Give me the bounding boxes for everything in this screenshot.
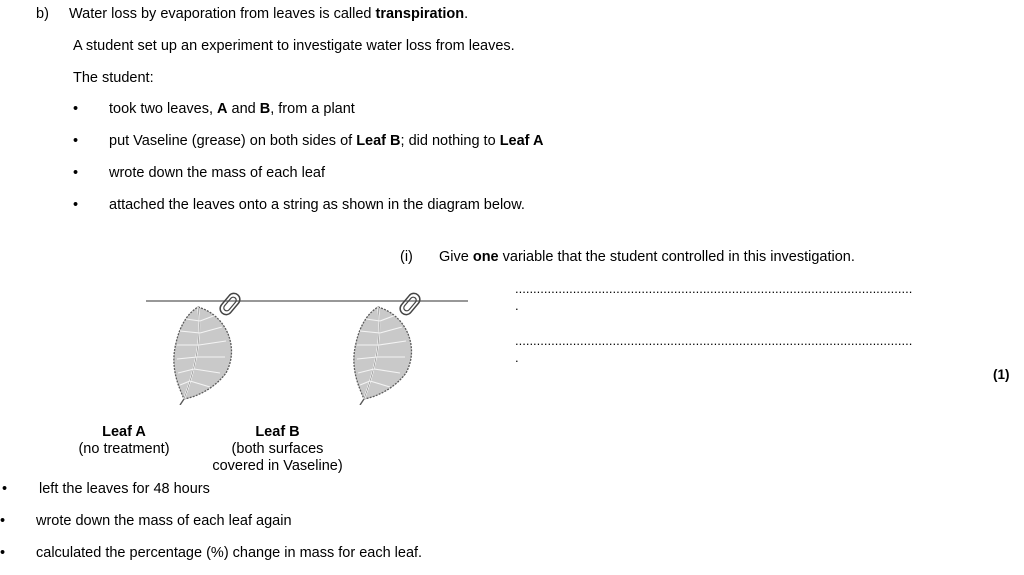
leaf-a-name: Leaf A bbox=[102, 424, 146, 440]
step-item: attached the leaves onto a string as shown in the diagram below. bbox=[109, 197, 525, 213]
part-label: b) bbox=[36, 6, 49, 22]
student-intro: The student: bbox=[73, 70, 154, 86]
subquestion-prompt: Give one variable that the student controlled in this investigation. bbox=[439, 249, 855, 265]
leaves-diagram bbox=[140, 285, 480, 405]
key-term: transpiration bbox=[375, 6, 465, 22]
leaf-b-drawing bbox=[354, 291, 422, 405]
leaf-a-caption bbox=[64, 424, 184, 458]
bullet-icon: • bbox=[73, 197, 79, 213]
leaf-b-caption bbox=[200, 424, 355, 475]
answer-line-1[interactable]: .............................................................................................................. bbox=[515, 281, 913, 296]
answer-line-2[interactable]: .............................................................................................................. bbox=[515, 333, 913, 348]
leaf-b-name: Leaf B bbox=[255, 424, 300, 440]
step-item: wrote down the mass of each leaf bbox=[109, 165, 326, 181]
bullet-icon: • bbox=[73, 101, 79, 117]
marks-label: (1) bbox=[993, 367, 1010, 382]
leaf-b-note-1: (both surfaces bbox=[231, 441, 324, 457]
answer-line-1-end: . bbox=[515, 298, 519, 313]
intro-text: Water loss by evaporation from leaves is called transpiration. bbox=[69, 6, 469, 22]
leaf-b-note-2: covered in Vaseline) bbox=[212, 458, 343, 474]
leaf-a-note: (no treatment) bbox=[78, 441, 170, 457]
step-item: took two leaves, A and B, from a plant bbox=[109, 101, 355, 117]
step-item: wrote down the mass of each leaf again bbox=[36, 513, 292, 529]
step-item: put Vaseline (grease) on both sides of Leaf B; did nothing to Leaf A bbox=[109, 133, 544, 149]
bullet-icon: • bbox=[73, 133, 79, 149]
step-item: left the leaves for 48 hours bbox=[39, 481, 210, 497]
step-item: calculated the percentage (%) change in mass for each leaf. bbox=[36, 545, 423, 561]
bullet-icon: • bbox=[0, 513, 6, 529]
leaf-a-drawing bbox=[174, 291, 242, 405]
subquestion-number: (i) bbox=[400, 249, 413, 265]
setup-text: A student set up an experiment to investigate water loss from leaves. bbox=[73, 38, 515, 54]
bullet-icon: • bbox=[0, 545, 6, 561]
bullet-icon: • bbox=[2, 481, 8, 497]
answer-line-2-end: . bbox=[515, 350, 519, 365]
bullet-icon: • bbox=[73, 165, 79, 181]
